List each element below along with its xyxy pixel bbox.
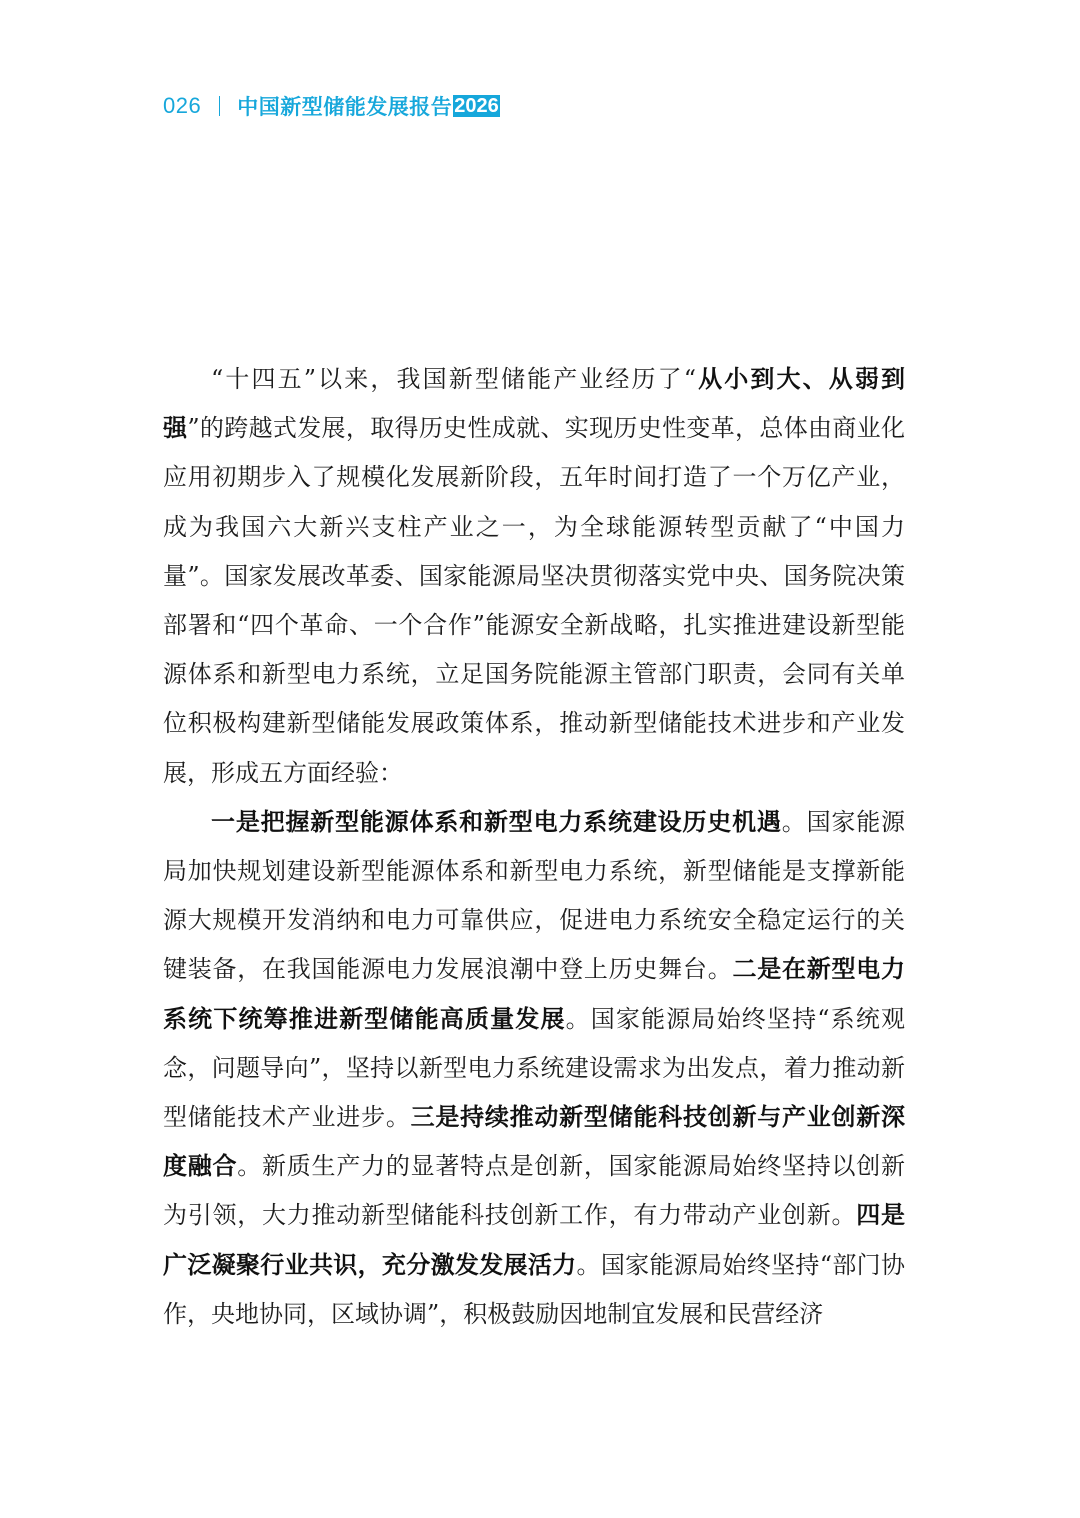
running-header bbox=[163, 88, 500, 124]
paragraph-text: 。国家能源局始终坚持“系统观念，问题导向”，坚持以新型电力系统建设需求为出发点，着力推动新型储能技术产业进步。 bbox=[163, 1004, 905, 1132]
report-title: 中国新型储能发展报告 bbox=[237, 95, 453, 119]
paragraph-text: 。国家能源局始终坚持“部门协作，央地协同，区域协调”，积极鼓励因地制宜发展和民营经济 bbox=[163, 1250, 905, 1328]
emphasis-text: 四是广泛凝聚行业共识，充分激发发展活力 bbox=[163, 1201, 906, 1279]
page-number: 026 bbox=[163, 93, 202, 118]
emphasis-text: 一是把握新型能源体系和新型电力系统建设历史机遇 bbox=[211, 807, 782, 836]
emphasis-text: 从小到大、从弱到强 bbox=[163, 365, 906, 443]
paragraph-text: “十四五”以来，我国新型储能产业经历了“ bbox=[211, 365, 697, 393]
paragraph-text: ”的跨越式发展，取得历史性成就、实现历史性变革，总体由商业化应用初期步入了规模化发展新阶段，五年时间打造了一个万亿产业，成为我国六大新兴支柱产业之一，为全球能源转型贡献了“中国力量”。国家发展改革委、国家能源局坚决贯彻落实党中央、国务院决策部署和“四个革命、一个合作”能源安全新战略，扎实推进建设新型能源体系和新型电力系统，立足国务院能源主管部门职责，会同有关单位积极构建新型储能发展政策体系，推动新型储能技术进步和产业发展，形成五方面经验： bbox=[163, 414, 905, 787]
emphasis-text: 三是持续推动新型储能科技创新与产业创新深度融合 bbox=[163, 1103, 906, 1181]
paragraph-text: 。国家能源局加快规划建设新型能源体系和新型电力系统，新型储能是支撑新能源大规模开发消纳和电力可靠供应，促进电力系统安全稳定运行的关键装备，在我国能源电力发展浪潮中登上历史舞台。 bbox=[163, 807, 906, 984]
body-text bbox=[163, 355, 905, 1339]
paragraph-text: 。新质生产力的显著特点是创新，国家能源局始终坚持以创新为引领，大力推动新型储能科技创新工作，有力带动产业创新。 bbox=[163, 1152, 906, 1230]
emphasis-text: 二是在新型电力系统下统筹推进新型储能高质量发展 bbox=[163, 955, 906, 1033]
report-year-badge: 2026 bbox=[454, 95, 499, 117]
header-divider bbox=[219, 96, 220, 116]
paragraph-intro bbox=[163, 355, 905, 798]
paragraph-experiences bbox=[163, 798, 905, 1339]
